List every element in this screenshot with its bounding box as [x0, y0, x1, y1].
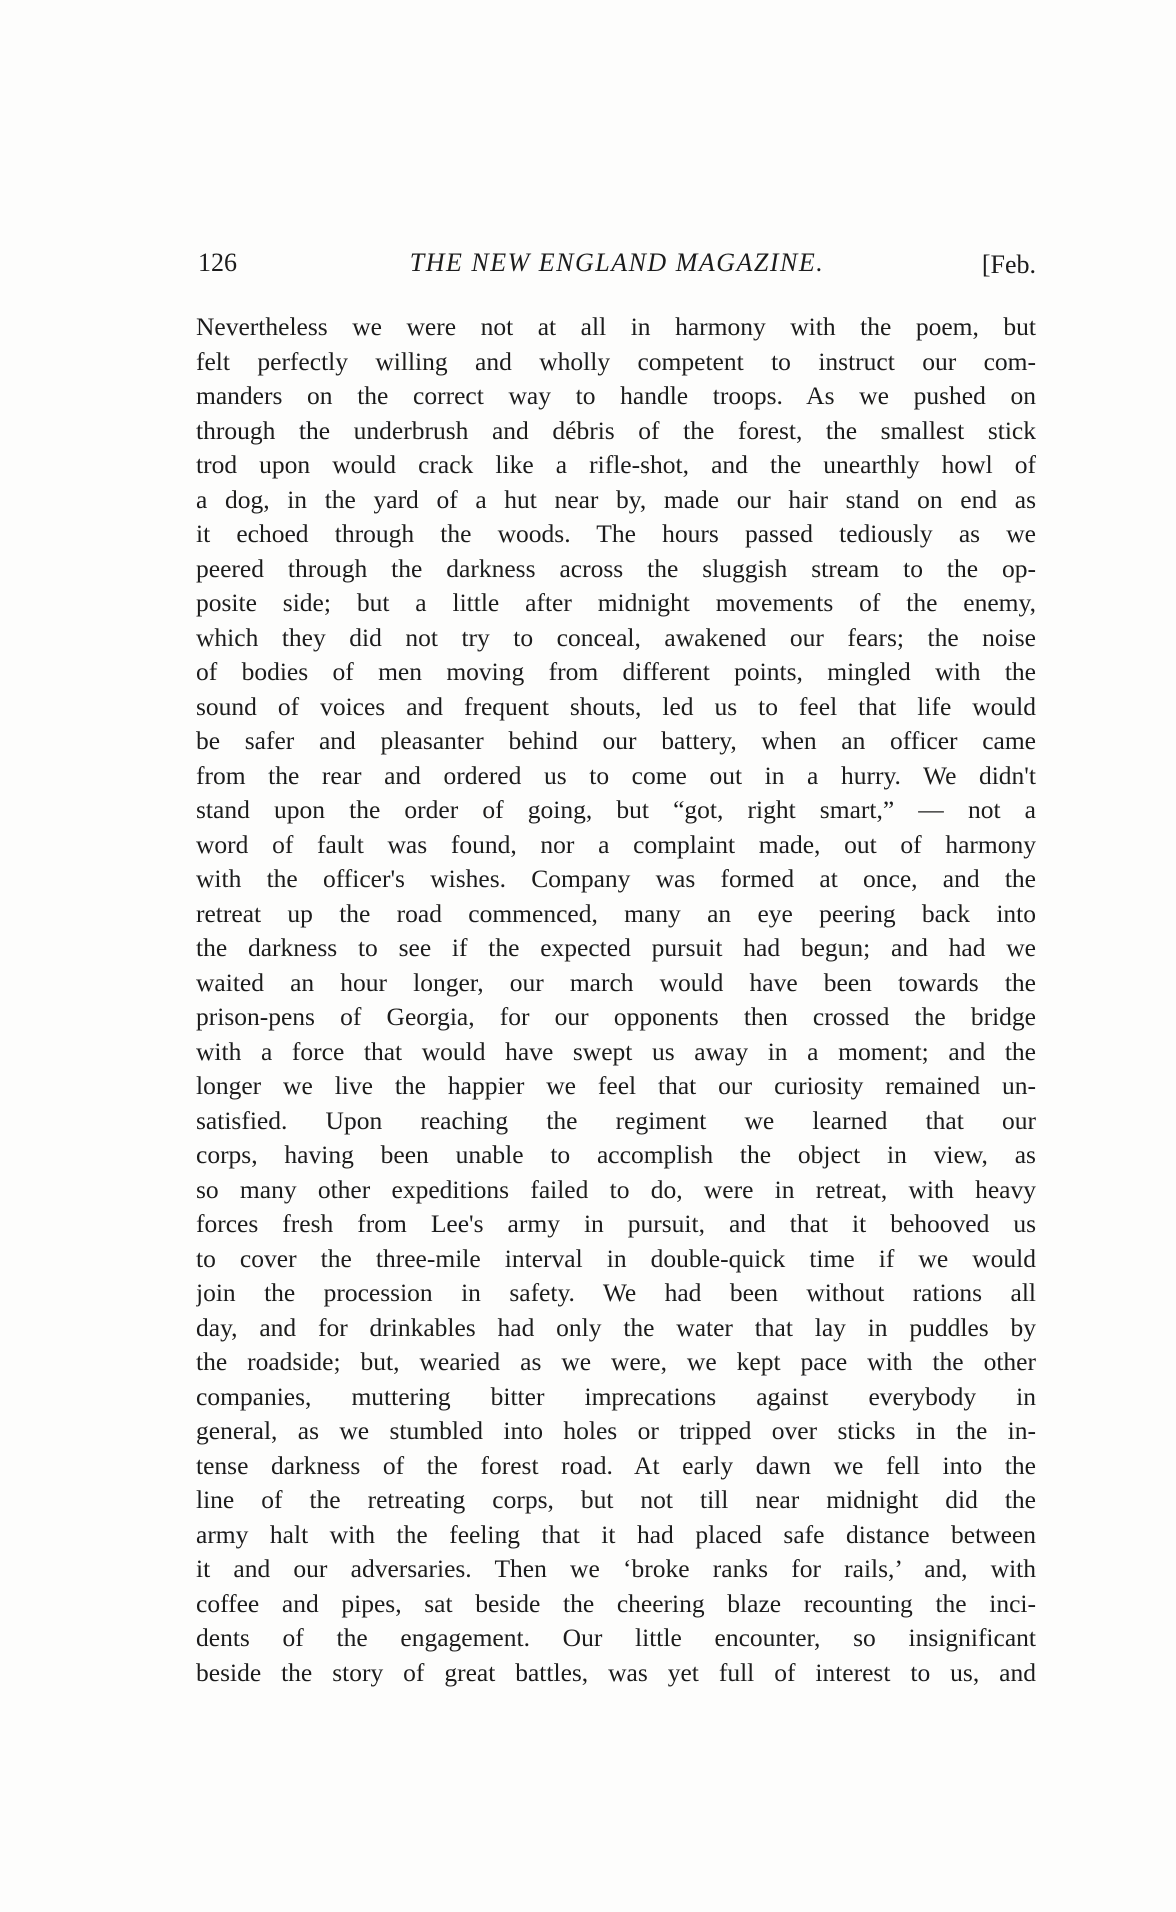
text-line: which they did not try to conceal, awakened our fears; the noise	[196, 622, 1036, 652]
text-line: longer we live the happier we feel that our curiosity remained un-	[196, 1071, 1036, 1100]
text-line: prison-pens of Georgia, for our opponents then crossed the bridge	[196, 1002, 1036, 1031]
text-line: through the underbrush and débris of the forest, the smallest stick	[196, 415, 1036, 445]
text-line: tense darkness of the forest road. At early dawn we fell into the	[196, 1450, 1036, 1480]
text-line: satisfied. Upon reaching the regiment we learned that our	[196, 1105, 1036, 1135]
body-text	[196, 310, 1036, 1690]
text-line: companies, muttering bitter imprecations against everybody in	[196, 1381, 1036, 1411]
text-line: of bodies of men moving from different points, mingled with the	[196, 657, 1036, 686]
text-line: dents of the engagement. Our little encounter, so insignificant	[196, 1623, 1036, 1652]
text-line: beside the story of great battles, was yet full of interest to us, and	[196, 1657, 1036, 1687]
text-line: to cover the three-mile interval in double-quick time if we would	[196, 1243, 1036, 1273]
page-header	[198, 248, 1036, 292]
text-line: Nevertheless we were not at all in harmony with the poem, but	[196, 312, 1036, 341]
text-line: retreat up the road commenced, many an eye peering back into	[196, 898, 1036, 928]
text-line: day, and for drinkables had only the water that lay in puddles by	[196, 1312, 1036, 1342]
text-line: the darkness to see if the expected pursuit had begun; and had we	[196, 933, 1036, 962]
text-line: the roadside; but, wearied as we were, we kept pace with the other	[196, 1347, 1036, 1376]
text-line: with the officer's wishes. Company was formed at once, and the	[196, 864, 1036, 893]
text-line: be safer and pleasanter behind our battery, when an officer came	[196, 726, 1036, 755]
text-line: peered through the darkness across the sluggish stream to the op-	[196, 553, 1036, 583]
text-line: forces fresh from Lee's army in pursuit, and that it behooved us	[196, 1209, 1036, 1238]
text-line: waited an hour longer, our march would have been towards the	[196, 967, 1036, 997]
issue-month: [Feb.	[981, 250, 1036, 279]
text-line: join the procession in safety. We had been without rations all	[196, 1278, 1036, 1307]
running-title: THE NEW ENGLAND MAGAZINE.	[409, 248, 825, 277]
text-line: corps, having been unable to accomplish the object in view, as	[196, 1140, 1036, 1169]
text-line: word of fault was found, nor a complaint made, out of harmony	[196, 829, 1036, 859]
text-line: trod upon would crack like a rifle-shot, and the unearthly howl of	[196, 450, 1036, 479]
text-line: line of the retreating corps, but not till near midnight did the	[196, 1485, 1036, 1514]
text-line: coffee and pipes, sat beside the cheering blaze recounting the inci-	[196, 1588, 1036, 1618]
text-line: felt perfectly willing and wholly competent to instruct our com-	[196, 346, 1036, 376]
text-line: so many other expeditions failed to do, were in retreat, with heavy	[196, 1174, 1036, 1204]
text-line: a dog, in the yard of a hut near by, made our hair stand on end as	[196, 484, 1036, 514]
text-line: posite side; but a little after midnight movements of the enemy,	[196, 588, 1036, 617]
text-line: sound of voices and frequent shouts, led us to feel that life would	[196, 691, 1036, 721]
text-line: army halt with the feeling that it had placed safe distance between	[196, 1519, 1036, 1549]
text-line: it and our adversaries. Then we ‘broke ranks for rails,’ and, with	[196, 1554, 1036, 1583]
text-line: from the rear and ordered us to come out in a hurry. We didn't	[196, 760, 1036, 790]
text-line: general, as we stumbled into holes or tripped over sticks in the in-	[196, 1416, 1036, 1445]
text-line: with a force that would have swept us away in a moment; and the	[196, 1036, 1036, 1066]
page-number: 126	[198, 248, 237, 277]
text-line: manders on the correct way to handle troops. As we pushed on	[196, 381, 1036, 410]
text-line: it echoed through the woods. The hours passed tediously as we	[196, 519, 1036, 548]
text-line: stand upon the order of going, but “got, right smart,” — not a	[196, 795, 1036, 824]
